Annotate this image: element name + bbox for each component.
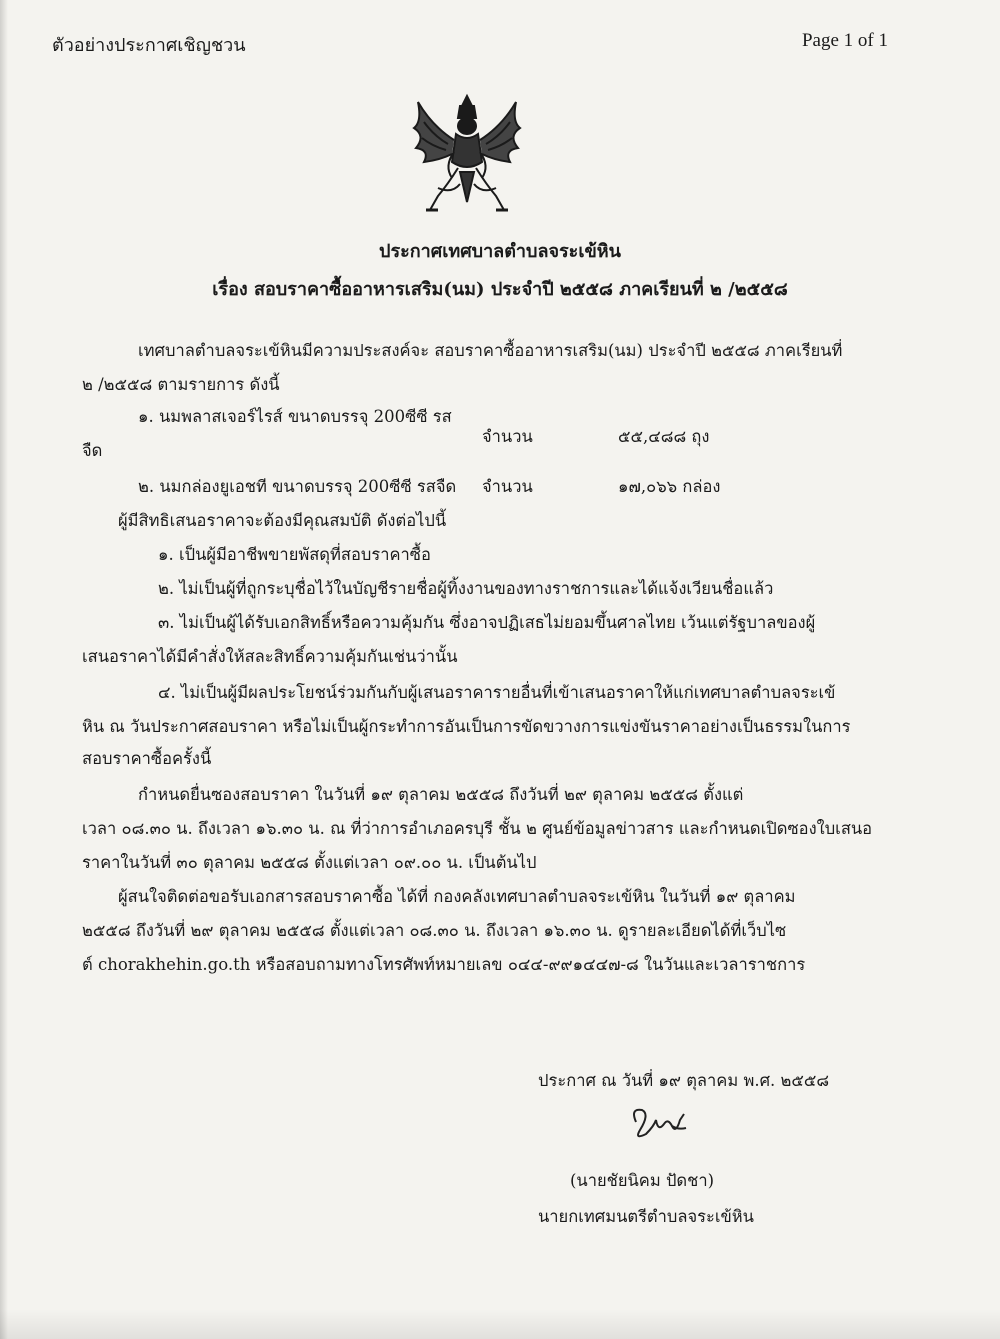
schedule-line-3: ราคาในวันที่ ๓๐ ตุลาคม ๒๕๕๘ ตั้งแต่เวลา ๐๙.๐๐ น. เป็นต้นไป <box>82 853 537 872</box>
qualification-3-line-1: ๓. ไม่เป็นผู้ได้รับเอกสิทธิ์หรือความคุ้มกัน ซึ่งอาจปฏิเสธไม่ยอมขึ้นศาลไทย เว้นแต่รัฐบาลของผู้ <box>158 613 816 632</box>
signatory-name: (นายชัยนิคม ปัดชา) <box>570 1171 715 1190</box>
contact-line-3: ต์ chorakhehin.go.th หรือสอบถามทางโทรศัพท์หมายเลข ๐๔๔-๙๙๑๔๔๗-๘ ในวันและเวลาราชการ <box>82 955 806 974</box>
qualification-3-line-2: เสนอราคาได้มีคำสั่งให้สละสิทธิ์ความคุ้มกันเช่นว่านั้น <box>82 647 458 666</box>
schedule-line-2: เวลา ๐๘.๓๐ น. ถึงเวลา ๑๖.๓๐ น. ณ ที่ว่าการอำเภอครบุรี ชั้น ๒ ศูนย์ข้อมูลข่าวสาร และกำหนดเปิดซองใบเสนอ <box>82 819 873 838</box>
document-subject: เรื่อง สอบราคาซื้ออาหารเสริม(นม) ประจำปี ๒๕๕๘ ภาคเรียนที่ ๒ /๒๕๕๘ <box>212 279 788 300</box>
qualification-1: ๑. เป็นผู้มีอาชีพขายพัสดุที่สอบราคาซื้อ <box>158 545 431 564</box>
contact-line-2: ๒๕๕๘ ถึงวันที่ ๒๙ ตุลาคม ๒๕๕๘ ตั้งแต่เวลา ๐๘.๓๐ น. ถึงเวลา ๑๖.๓๐ น. ดูรายละเอียดได้ที่เว็บไซ <box>82 921 787 940</box>
page-indicator: Page 1 of 1 <box>801 30 888 51</box>
item-1-qty-label: จำนวน <box>482 427 533 446</box>
qualification-4-line-3: สอบราคาซื้อครั้งนี้ <box>82 749 212 768</box>
qualification-2: ๒. ไม่เป็นผู้ที่ถูกระบุชื่อไว้ในบัญชีรายชื่อผู้ทิ้งงานของทางราชการและได้แจ้งเวียนชื่อแล้ว <box>158 579 774 598</box>
item-1-text: ๑. นมพลาสเจอร์ไรส์ ขนาดบรรจุ 200ซีซี รส <box>138 407 452 426</box>
intro-line-1: เทศบาลตำบลจระเข้หินมีความประสงค์จะ สอบราคาซื้ออาหารเสริม(นม) ประจำปี ๒๕๕๘ ภาคเรียนที่ <box>138 341 843 360</box>
contact-line-1: ผู้สนใจติดต่อขอรับเอกสารสอบราคาซื้อ ได้ที่ กองคลังเทศบาลตำบลจระเข้หิน ในวันที่ ๑๙ ตุลาคม <box>118 887 796 906</box>
header-label: ตัวอย่างประกาศเชิญชวน <box>52 35 246 56</box>
item-2-qty-label: จำนวน <box>482 477 533 496</box>
item-2-qty: ๑๗,๐๖๖ กล่อง <box>618 477 721 496</box>
qualifications-heading: ผู้มีสิทธิเสนอราคาจะต้องมีคุณสมบัติ ดังต่อไปนี้ <box>118 511 447 530</box>
signature-icon <box>628 1100 688 1148</box>
schedule-line-1: กำหนดยื่นซองสอบราคา ในวันที่ ๑๙ ตุลาคม ๒๕๕๘ ถึงวันที่ ๒๙ ตุลาคม ๒๕๕๘ ตั้งแต่ <box>138 785 744 804</box>
document-title: ประกาศเทศบาลตำบลจระเข้หิน <box>379 241 621 262</box>
scan-edge-shadow <box>0 0 8 1339</box>
announce-date: ประกาศ ณ วันที่ ๑๙ ตุลาคม พ.ศ. ๒๕๕๘ <box>538 1071 830 1090</box>
signatory-title: นายกเทศมนตรีตำบลจระเข้หิน <box>538 1207 754 1226</box>
item-1-text-cont: จืด <box>82 441 103 460</box>
qualification-4-line-2: หิน ณ วันประกาศสอบราคา หรือไม่เป็นผู้กระทำการอันเป็นการขัดขวางการแข่งขันราคาอย่างเป็นธรรมในการ <box>82 717 851 736</box>
item-1-qty: ๕๕,๔๘๘ ถุง <box>618 427 710 446</box>
intro-line-2: ๒ /๒๕๕๘ ตามรายการ ดังนี้ <box>82 375 280 394</box>
item-2-text: ๒. นมกล่องยูเอชที ขนาดบรรจุ 200ซีซี รสจืด <box>138 477 457 496</box>
garuda-emblem-icon <box>408 92 526 224</box>
scan-bottom-shadow <box>0 1309 1000 1339</box>
qualification-4-line-1: ๔. ไม่เป็นผู้มีผลประโยชน์ร่วมกันกับผู้เสนอราคารายอื่นที่เข้าเสนอราคาให้แก่เทศบาลตำบลจระเข้ <box>158 683 836 702</box>
